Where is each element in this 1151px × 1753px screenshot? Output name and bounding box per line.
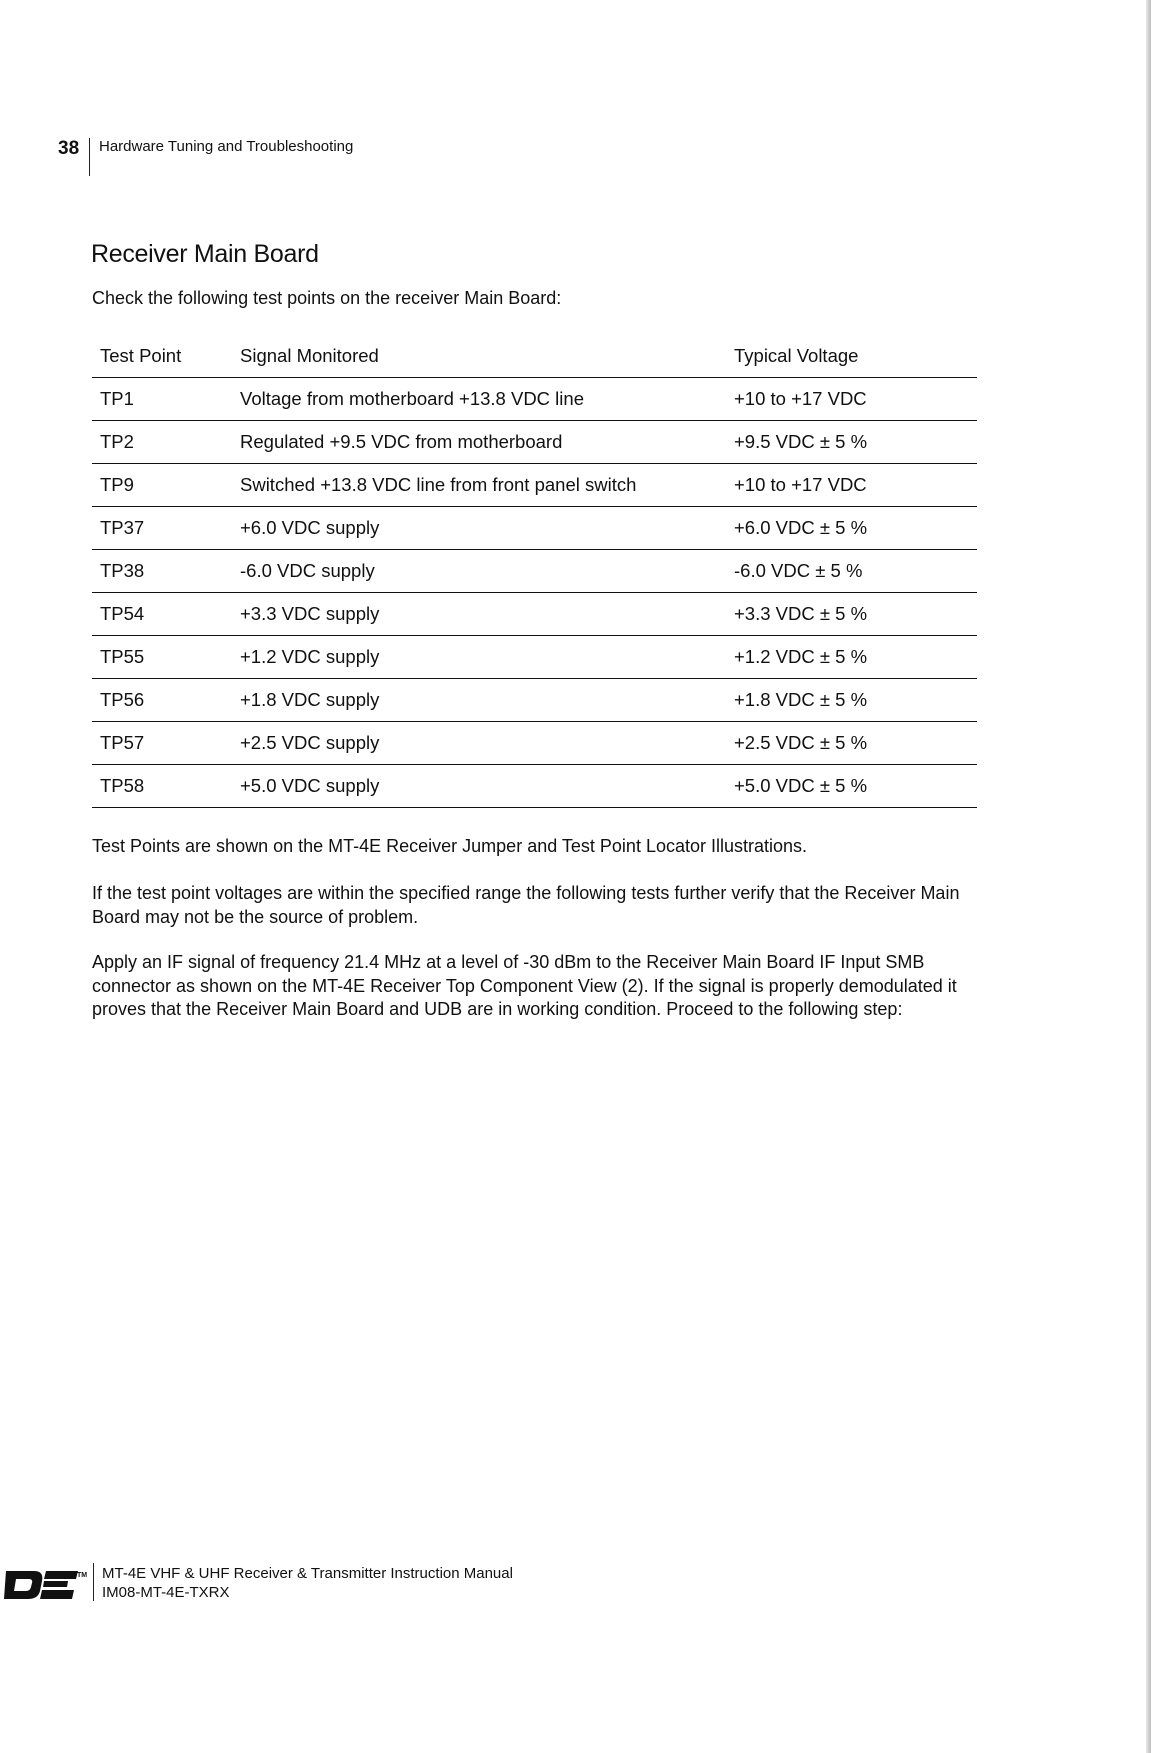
voltage-cell: +3.3 VDC ± 5 % (726, 593, 977, 636)
paragraph-voltage-verification: If the test point voltages are within the specified range the following tests further verify that the Receiver Main Board may not be the source of problem. (92, 883, 960, 927)
test-point-table (92, 335, 977, 808)
signal-cell: Regulated +9.5 VDC from motherboard (232, 421, 726, 464)
page-footer (4, 1563, 604, 1603)
table-row (92, 507, 977, 550)
voltage-cell: +9.5 VDC ± 5 % (726, 421, 977, 464)
voltage-cell: +10 to +17 VDC (726, 378, 977, 421)
voltage-cell: +5.0 VDC ± 5 % (726, 765, 977, 808)
table-row (92, 636, 977, 679)
table-row (92, 464, 977, 507)
test-point-cell: TP56 (92, 679, 232, 722)
test-point-cell: TP55 (92, 636, 232, 679)
section-intro: Check the following test points on the receiver Main Board: (92, 288, 562, 308)
manual-title: MT-4E VHF & UHF Receiver & Transmitter Instruction Manual (102, 1565, 513, 1582)
test-point-cell: TP57 (92, 722, 232, 765)
table-row (92, 550, 977, 593)
test-point-cell: TP54 (92, 593, 232, 636)
column-header-typical-voltage: Typical Voltage (726, 335, 977, 378)
voltage-cell: -6.0 VDC ± 5 % (726, 550, 977, 593)
signal-cell: +1.2 VDC supply (232, 636, 726, 679)
page-number: 38 (58, 138, 80, 159)
voltage-cell: +1.2 VDC ± 5 % (726, 636, 977, 679)
header-title: Hardware Tuning and Troubleshooting (99, 138, 354, 155)
signal-cell: +6.0 VDC supply (232, 507, 726, 550)
test-point-cell: TP1 (92, 378, 232, 421)
de-logo-icon (4, 1567, 90, 1601)
test-point-cell: TP58 (92, 765, 232, 808)
signal-cell: +3.3 VDC supply (232, 593, 726, 636)
footer-divider (93, 1563, 94, 1601)
table-row (92, 593, 977, 636)
signal-cell: -6.0 VDC supply (232, 550, 726, 593)
column-header-signal-monitored: Signal Monitored (232, 335, 726, 378)
header-divider (89, 138, 90, 176)
test-point-cell: TP38 (92, 550, 232, 593)
table-row (92, 421, 977, 464)
voltage-cell: +6.0 VDC ± 5 % (726, 507, 977, 550)
paragraph-if-signal-test: Apply an IF signal of frequency 21.4 MHz at a level of -30 dBm to the Receiver Main Board IF Input SMB connector as shown on the MT-4E Receiver Top Component View (2). If the signal is properly demodulated it proves that the Receiver Main Board and UDB are in working condition. Proceed to the following step: (92, 952, 957, 1019)
signal-cell: +5.0 VDC supply (232, 765, 726, 808)
table-row (92, 765, 977, 808)
signal-cell: Switched +13.8 VDC line from front panel switch (232, 464, 726, 507)
signal-cell: Voltage from motherboard +13.8 VDC line (232, 378, 726, 421)
section-title: Receiver Main Board (91, 240, 319, 268)
table-row (92, 722, 977, 765)
page-edge-shadow (1146, 0, 1151, 1753)
voltage-cell: +1.8 VDC ± 5 % (726, 679, 977, 722)
column-header-test-point: Test Point (92, 335, 232, 378)
table-header-row (92, 335, 977, 378)
test-point-cell: TP37 (92, 507, 232, 550)
test-point-cell: TP2 (92, 421, 232, 464)
table-row (92, 378, 977, 421)
voltage-cell: +10 to +17 VDC (726, 464, 977, 507)
signal-cell: +2.5 VDC supply (232, 722, 726, 765)
document-number: IM08-MT-4E-TXRX (102, 1584, 230, 1601)
signal-cell: +1.8 VDC supply (232, 679, 726, 722)
paragraph-test-point-reference: Test Points are shown on the MT-4E Receiver Jumper and Test Point Locator Illustrations. (92, 836, 808, 856)
table-row (92, 679, 977, 722)
trademark-mark: TM (77, 1572, 88, 1579)
test-point-cell: TP9 (92, 464, 232, 507)
voltage-cell: +2.5 VDC ± 5 % (726, 722, 977, 765)
